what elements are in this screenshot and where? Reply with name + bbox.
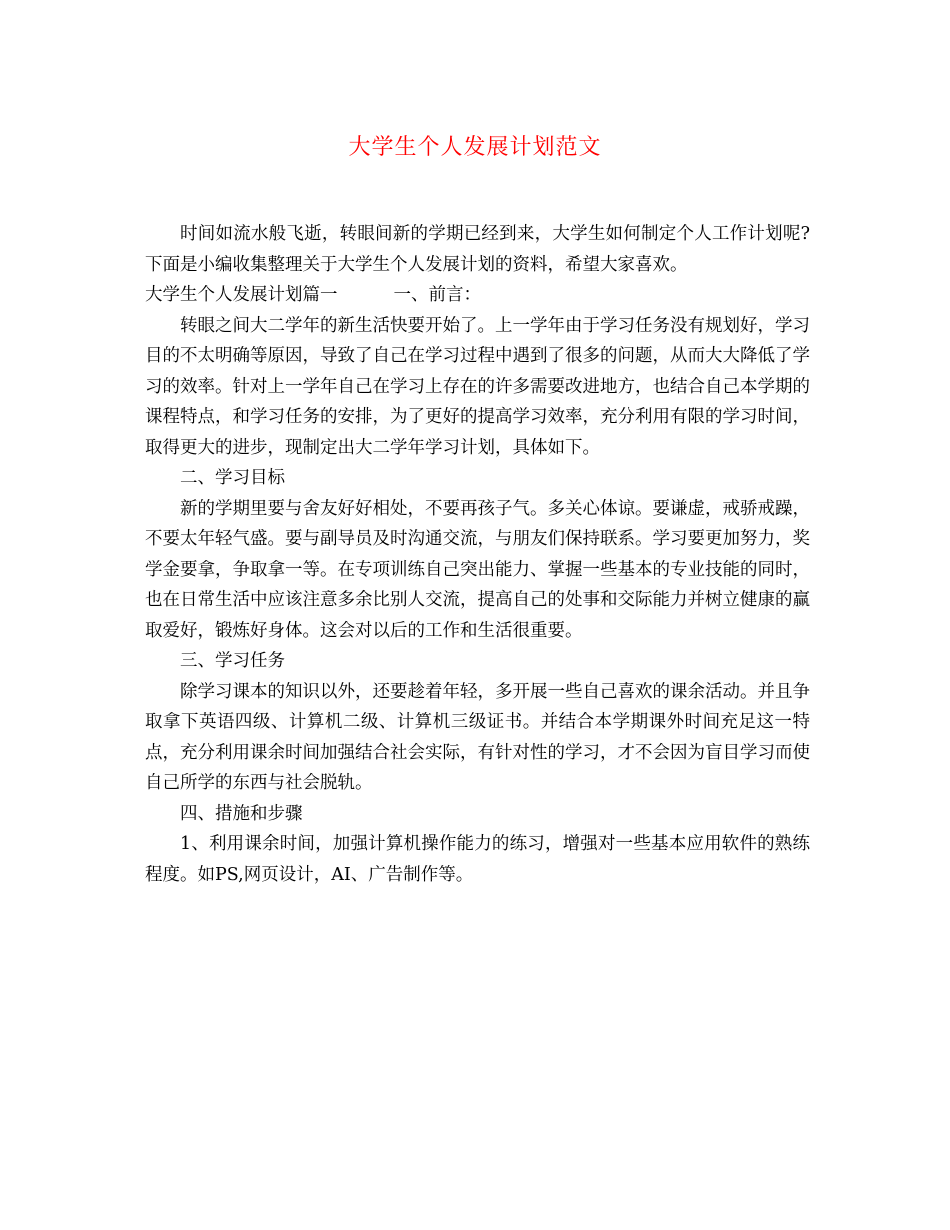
intro-paragraph: 时间如流水般飞逝，转眼间新的学期已经到来，大学生如何制定个人工作计划呢?下面是小编收集整理关于大学生个人发展计划的资料，希望大家喜欢。 xyxy=(145,224,810,275)
section2-paragraph: 新的学期里要与舍友好好相处，不要再孩子气。多关心体谅。要谦虚，戒骄戒躁，不要太年轻气盛。要与副导员及时沟通交流，与朋友们保持联系。学习要更加努力，奖学金要拿，争取拿一等。在专项训练自己突出能力、掌握一些基本的专业技能的同时，也在日常生活中应该注意多余比别人交流，提高自己的处事和交际能力并树立健康的赢取爱好，锻炼好身体。这会对以后的工作和生活很重要。 xyxy=(145,498,810,641)
section1-paragraph: 转眼之间大二学年的新生活快要开始了。上一学年由于学习任务没有规划好，学习目的不太明确等原因，导致了自己在学习过程中遇到了很多的问题，从而大大降低了学习的效率。针对上一学年自己在学习上存在的许多需要改进地方，也结合自己本学期的课程特点，和学习任务的安排，为了更好的提高学习效率，充分利用有限的学习时间，取得更大的进步，现制定出大二学年学习计划，具体如下。 xyxy=(145,315,810,458)
section3-heading: 三、学习任务 xyxy=(180,651,285,671)
document-title: 大学生个人发展计划范文 xyxy=(348,135,602,160)
part-label: 大学生个人发展计划篇一 xyxy=(145,285,338,305)
section4-item-1: 1、利用课余时间，加强计算机操作能力的练习，增强对一些基本应用软件的熟练程度。如PS,网页设计，AI、广告制作等。 xyxy=(145,834,810,885)
section3-paragraph: 除学习课本的知识以外，还要趁着年轻，多开展一些自己喜欢的课余活动。并且争取拿下英语四级、计算机二级、计算机三级证书。并结合本学期课外时间充足这一特点，充分利用课余时间加强结合社会实际，有针对性的学习，才不会因为盲目学习而使自己所学的东西与社会脱轨。 xyxy=(145,681,810,793)
section1-heading: 一、前言： xyxy=(393,285,481,305)
part-line xyxy=(145,280,810,311)
document-body xyxy=(145,219,810,890)
section2-heading: 二、学习目标 xyxy=(180,468,285,488)
section4-heading: 四、措施和步骤 xyxy=(180,803,303,824)
